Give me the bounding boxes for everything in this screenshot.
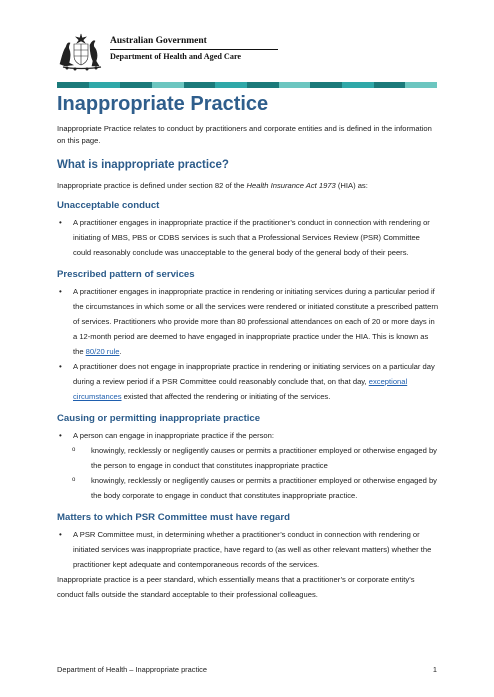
matters-list	[57, 527, 439, 572]
header-color-band	[57, 82, 437, 88]
list-item	[57, 359, 439, 404]
list-item: • A person can engage in inappropriate practice if the person:	[57, 428, 439, 443]
link-80-20-rule[interactable]: 80/20 rule	[85, 347, 120, 356]
definition-text-post: (HIA) as:	[335, 181, 368, 190]
band-segment	[342, 82, 374, 88]
header	[57, 31, 437, 71]
subheading-matters: Matters to which PSR Committee must have regard	[57, 512, 290, 523]
subheading-prescribed: Prescribed pattern of services	[57, 269, 195, 280]
band-segment	[405, 82, 437, 88]
list-item-text-end: .	[119, 347, 122, 356]
list-item-text: A practitioner does not engage in inappropriate practice in rendering or initiating services on a particular day during a review period if a PSR Committee could reasonably conclude that, on that day,	[73, 362, 435, 386]
coat-of-arms-logo	[57, 31, 107, 71]
intro-paragraph: Inappropriate Practice relates to conduct by practitioners and corporate entities and is defined in the information on this page.	[57, 124, 432, 145]
footer-title: Department of Health – Inappropriate practice	[57, 665, 207, 674]
prescribed-list	[57, 284, 439, 404]
band-segment	[152, 82, 184, 88]
list-item-text-end: existed that affected the rendering or initiating of the services.	[121, 392, 331, 401]
band-segment	[184, 82, 216, 88]
list-item-text: A practitioner engages in inappropriate practice in rendering or initiating services during a particular period if the circumstances in which some or all the services were rendered or initiated constitute a prescribed pattern of services. Practitioners who provide more than 80 professional attendances on each of 20 or more days in a 12-month period are deemed to have engaged in inappropriate practice under the HIA. This is known as the	[73, 287, 439, 356]
band-segment	[57, 82, 89, 88]
band-segment	[374, 82, 406, 88]
band-segment	[89, 82, 121, 88]
causing-list	[57, 428, 439, 443]
government-name: Australian Government	[110, 36, 207, 46]
causing-sublist	[57, 443, 439, 503]
page-title: Inappropriate Practice	[57, 93, 269, 115]
band-segment	[247, 82, 279, 88]
closing-paragraph: Inappropriate practice is a peer standard, which essentially means that a practitioner’s or corporate entity’s conduct falls outside the standard acceptable to their professional colleagues.	[57, 575, 415, 599]
subheading-causing: Causing or permitting inappropriate practice	[57, 413, 261, 424]
main-content	[57, 92, 439, 602]
link-exceptional-circumstances[interactable]: exceptional circumstances	[73, 377, 408, 401]
list-item: • A PSR Committee must, in determining whether a practitioner’s conduct in connection with rendering or initiated services was inappropriate practice, have regard to (as well as other relevant matters) whether the practitioner kept adequate and contemporaneous records of the services.	[57, 527, 439, 572]
sub-list-item: o knowingly, recklessly or negligently causes or permits a practitioner employed or otherwise engaged by the person to engage in conduct that constitutes inappropriate practice	[57, 443, 439, 473]
definition-paragraph	[57, 180, 439, 191]
department-name: Department of Health and Aged Care	[110, 52, 242, 61]
section-heading-what: What is inappropriate practice?	[57, 159, 229, 171]
unacceptable-list	[57, 215, 439, 260]
government-branding	[110, 36, 280, 62]
list-item: • A practitioner engages in inappropriate practice if the practitioner’s conduct in connection with rendering or initiating of MBS, PBS or CDBS services is such that a Professional Services Review (PSR) Committee could reasonably conclude was unacceptable to the general body of the general body of their peers.	[57, 215, 439, 260]
footer	[57, 665, 437, 674]
subheading-unacceptable: Unacceptable conduct	[57, 200, 160, 211]
sub-list-item: o knowingly, recklessly or negligently causes or permits a practitioner employed or otherwise engaged by the body corporate to engage in conduct that constitutes inappropriate practice.	[57, 473, 439, 503]
band-segment	[120, 82, 152, 88]
definition-text-pre: Inappropriate practice is defined under section 82 of the	[57, 181, 247, 190]
act-name: Health Insurance Act 1973	[246, 181, 336, 190]
page-number: 1	[432, 665, 437, 674]
band-segment	[215, 82, 247, 88]
branding-divider	[110, 49, 278, 50]
band-segment	[279, 82, 311, 88]
band-segment	[310, 82, 342, 88]
list-item	[57, 284, 439, 359]
